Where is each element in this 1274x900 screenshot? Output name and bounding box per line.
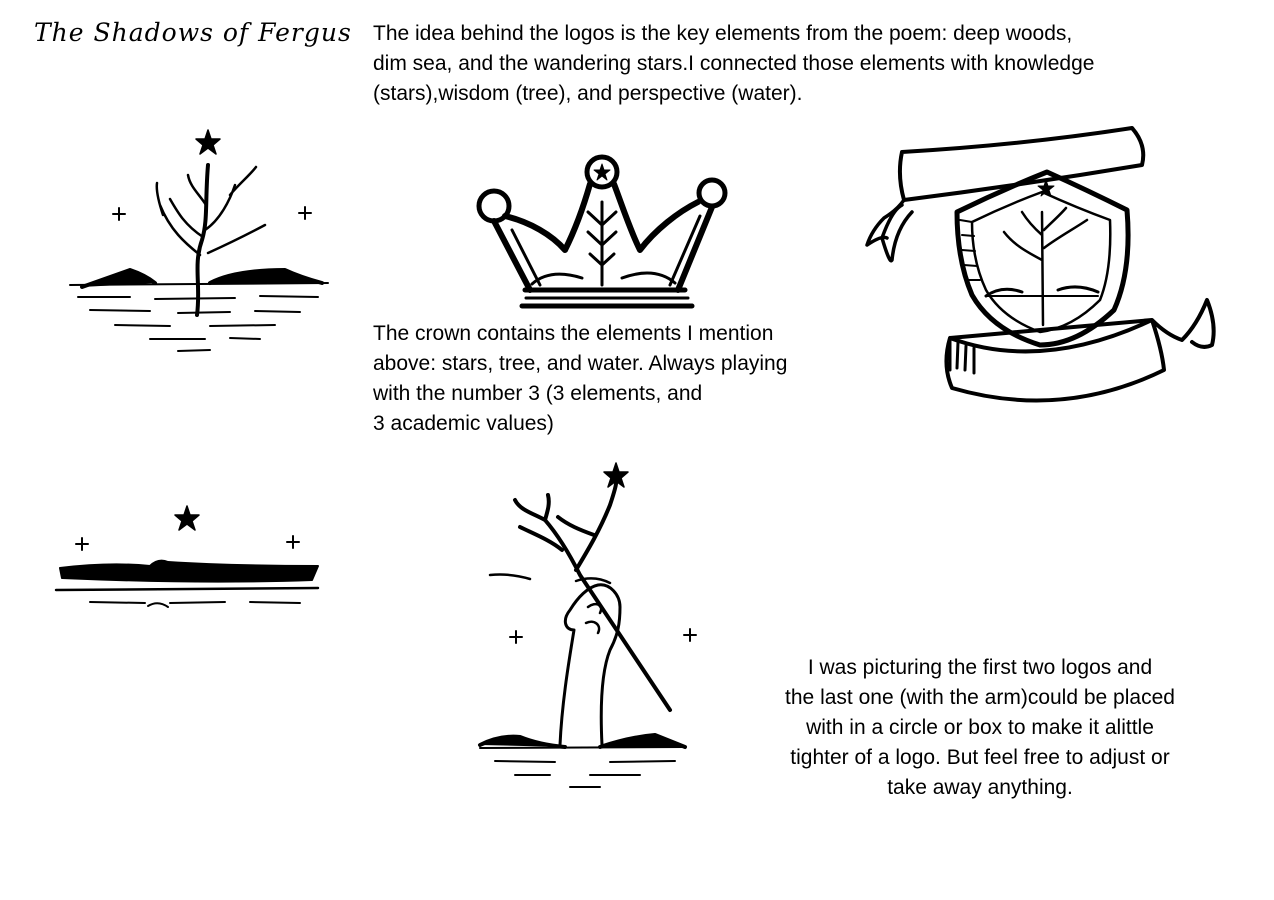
sea-horizon-logo-sketch (50, 500, 330, 615)
document-title: The Shadows of Fergus (34, 18, 352, 47)
star-icon (196, 130, 220, 154)
shield-banner-logo-sketch (862, 120, 1227, 410)
crown-note-line: 3 academic values) (373, 412, 554, 435)
closing-line: take away anything. (887, 776, 1073, 799)
crown-note-line: above: stars, tree, and water. Always playing (373, 352, 788, 375)
sparkle-icon (76, 536, 299, 550)
star-icon (594, 164, 610, 180)
crown-note-line: The crown contains the elements I mention (373, 322, 774, 345)
arm-holding-tree-logo-sketch (470, 455, 710, 790)
sparkle-icon (113, 207, 311, 220)
closing-line: with in a circle or box to make it alittle (806, 716, 1154, 739)
crown-logo-sketch (470, 150, 735, 310)
closing-note (740, 653, 1220, 803)
intro-line: (stars),wisdom (tree), and perspective (water). (373, 82, 803, 105)
closing-line: tighter of a logo. But feel free to adjust or (790, 746, 1170, 769)
crown-note-line: with the number 3 (3 elements, and (373, 382, 703, 405)
crown-description (373, 319, 787, 439)
closing-line: I was picturing the first two logos and (807, 656, 1153, 679)
star-icon (175, 506, 199, 530)
closing-line: the last one (with the arm)could be placed (785, 686, 1175, 709)
intro-line: The idea behind the logos is the key elements from the poem: deep woods, (373, 22, 1073, 45)
intro-paragraph (373, 19, 1094, 109)
intro-line: dim sea, and the wandering stars.I connected those elements with knowledge (373, 52, 1095, 75)
sparkle-icon (510, 629, 696, 643)
tree-in-water-logo-sketch (60, 125, 340, 360)
